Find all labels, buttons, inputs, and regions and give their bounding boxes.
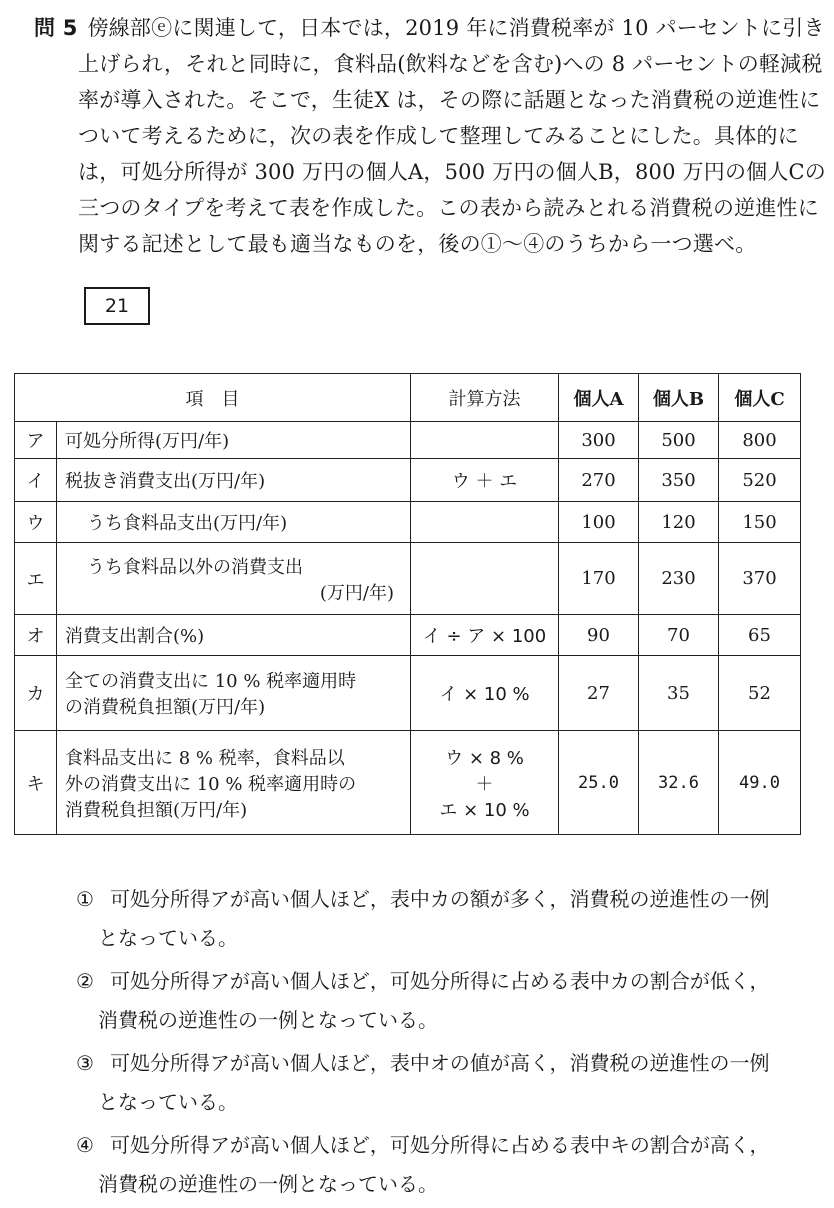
row-item-line-1: うち食料品以外の消費支出 <box>87 556 303 578</box>
choice-2-line-1 <box>76 962 816 1001</box>
table-row <box>15 543 801 615</box>
row-method <box>411 731 559 835</box>
choice-text: 可処分所得アが高い個人ほど，可処分所得に占める表中カの割合が低く， <box>109 969 770 993</box>
question-text-5: は，可処分所得が 300 万円の個人A，500 万円の個人B，800 万円の個人Cの <box>78 160 827 184</box>
table-header-row <box>15 374 801 422</box>
answer-number-box: 21 <box>84 287 150 325</box>
question-text-6: 三つのタイプを考えて表を作成した。この表から読みとれる消費税の逆進性に <box>78 196 819 220</box>
row-method-line-2: ＋ <box>475 773 494 795</box>
table-row <box>15 459 801 502</box>
question-text-7: 関する記述として最も適当なものを，後の①～④のうちから一つ選べ。 <box>78 232 757 256</box>
cell-c: 49.0 <box>719 731 801 835</box>
choice-2-line-2: 消費税の逆進性の一例となっている。 <box>98 1008 438 1032</box>
table-row <box>15 502 801 543</box>
choice-1-line-2: となっている。 <box>98 926 238 950</box>
table-row <box>15 731 801 835</box>
row-item-line-3: 消費税負担額(万円/年) <box>65 799 248 821</box>
question-block <box>34 10 827 262</box>
row-item-line-2: (万円/年) <box>319 582 394 604</box>
choice-number: ③ <box>76 1051 94 1075</box>
header-item: 項 目 <box>15 374 411 422</box>
choice-text: 可処分所得アが高い個人ほど，可処分所得に占める表中キの割合が高く， <box>109 1133 770 1157</box>
choice-1-line-1 <box>76 880 816 919</box>
cell-a: 27 <box>559 656 639 731</box>
cell-b: 230 <box>639 543 719 615</box>
row-item-line-2: 外の消費支出に 10 % 税率適用時の <box>65 773 357 795</box>
choice-text: 可処分所得アが高い個人ほど，表中オの値が高く，消費税の逆進性の一例 <box>109 1051 770 1075</box>
cell-b: 120 <box>639 502 719 543</box>
row-method: イ ÷ ア × 100 <box>411 615 559 656</box>
row-method <box>411 543 559 615</box>
row-item <box>57 543 411 615</box>
header-person-c: 個人C <box>719 374 801 422</box>
choice-3[interactable] <box>76 1044 816 1122</box>
row-item: うち食料品支出(万円/年) <box>57 502 411 543</box>
choice-2[interactable] <box>76 962 816 1040</box>
cell-c: 52 <box>719 656 801 731</box>
cell-a: 25.0 <box>559 731 639 835</box>
question-line-1 <box>34 10 825 46</box>
row-method: ウ ＋ エ <box>411 459 559 502</box>
choice-4[interactable] <box>76 1126 816 1204</box>
row-method-line-3: エ × 10 % <box>439 799 530 821</box>
cell-c: 520 <box>719 459 801 502</box>
tax-table <box>14 373 801 835</box>
choice-number: ① <box>76 887 94 911</box>
table-row <box>15 422 801 459</box>
question-text-1: 傍線部ⓔに関連して，日本では，2019 年に消費税率が 10 パーセントに引き <box>87 16 825 40</box>
cell-b: 32.6 <box>639 731 719 835</box>
header-method: 計算方法 <box>411 374 559 422</box>
cell-b: 35 <box>639 656 719 731</box>
header-person-b: 個人B <box>639 374 719 422</box>
row-item: 税抜き消費支出(万円/年) <box>57 459 411 502</box>
cell-c: 800 <box>719 422 801 459</box>
row-item <box>57 731 411 835</box>
question-label: 問 5 <box>34 16 78 40</box>
row-label: カ <box>15 656 57 731</box>
header-person-a: 個人A <box>559 374 639 422</box>
row-item: 可処分所得(万円/年) <box>57 422 411 459</box>
row-item-line-2: の消費税負担額(万円/年) <box>65 697 266 718</box>
row-item-line-1: 全ての消費支出に 10 % 税率適用時 <box>65 671 357 692</box>
cell-a: 270 <box>559 459 639 502</box>
row-label: ウ <box>15 502 57 543</box>
cell-a: 100 <box>559 502 639 543</box>
row-item <box>57 656 411 731</box>
choice-4-line-1 <box>76 1126 816 1165</box>
row-method <box>411 502 559 543</box>
question-text-3: 率が導入された。そこで，生徒X は，その際に話題となった消費税の逆進性に <box>78 88 821 112</box>
choice-1[interactable] <box>76 880 816 958</box>
choice-3-line-1 <box>76 1044 816 1083</box>
row-label: ア <box>15 422 57 459</box>
table-row <box>15 656 801 731</box>
cell-c: 150 <box>719 502 801 543</box>
row-method: イ × 10 % <box>411 656 559 731</box>
answer-choices <box>76 880 816 1208</box>
row-item: 消費支出割合(%) <box>57 615 411 656</box>
choice-number: ② <box>76 969 94 993</box>
question-text-2: 上げられ，それと同時に，食料品(飲料などを含む)への 8 パーセントの軽減税 <box>78 52 823 76</box>
question-text-4: ついて考えるために，次の表を作成して整理してみることにした。具体的に <box>78 124 799 148</box>
choice-text: 可処分所得アが高い個人ほど，表中カの額が多く，消費税の逆進性の一例 <box>109 887 770 911</box>
cell-c: 370 <box>719 543 801 615</box>
table-row <box>15 615 801 656</box>
cell-b: 500 <box>639 422 719 459</box>
cell-a: 300 <box>559 422 639 459</box>
row-method-line-1: ウ × 8 % <box>445 747 524 769</box>
cell-c: 65 <box>719 615 801 656</box>
cell-a: 90 <box>559 615 639 656</box>
row-label: エ <box>15 543 57 615</box>
row-label: キ <box>15 731 57 835</box>
row-item-line-1: 食料品支出に 8 % 税率，食料品以 <box>65 747 345 769</box>
cell-b: 350 <box>639 459 719 502</box>
row-method <box>411 422 559 459</box>
cell-b: 70 <box>639 615 719 656</box>
choice-4-line-2: 消費税の逆進性の一例となっている。 <box>98 1172 438 1196</box>
choice-3-line-2: となっている。 <box>98 1090 238 1114</box>
row-label: オ <box>15 615 57 656</box>
choice-number: ④ <box>76 1133 94 1157</box>
cell-a: 170 <box>559 543 639 615</box>
row-label: イ <box>15 459 57 502</box>
